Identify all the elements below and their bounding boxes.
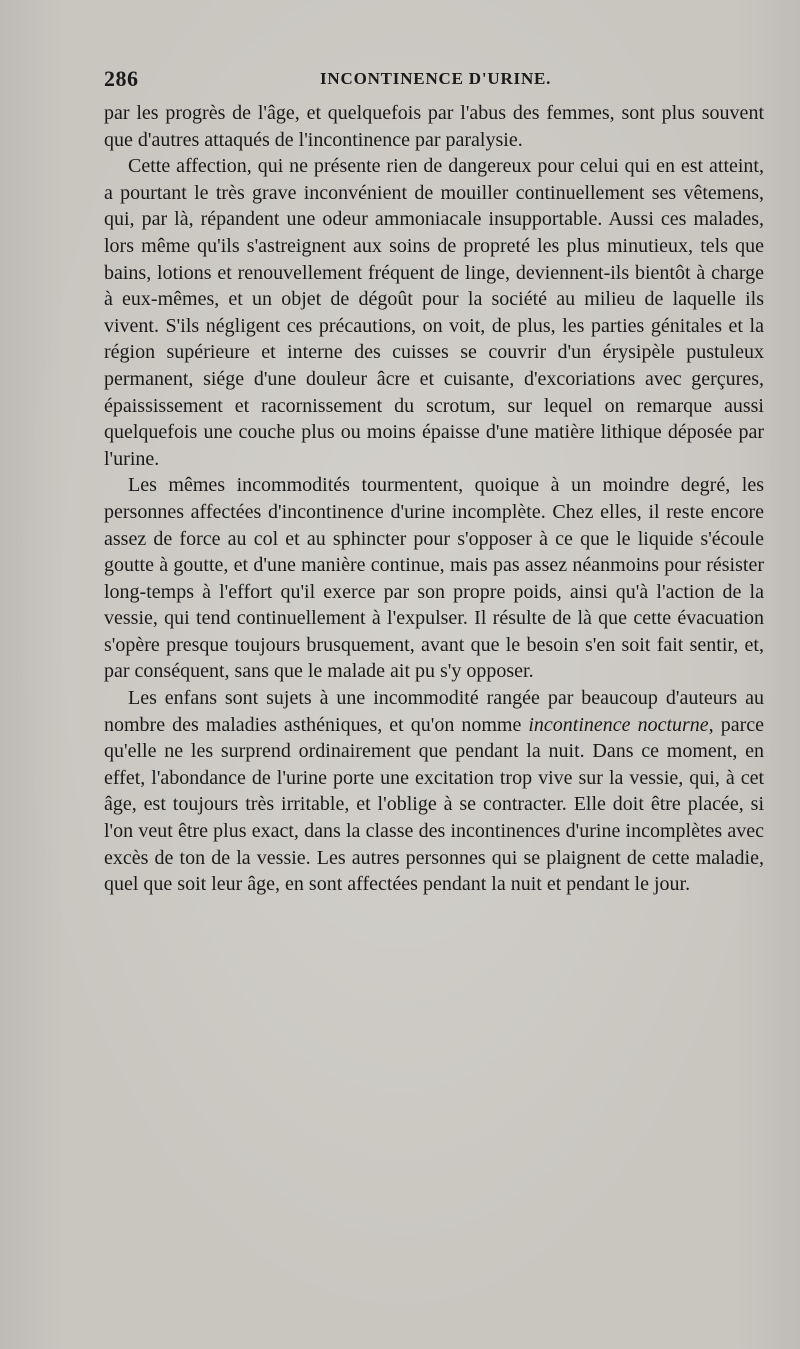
paragraph-4-text-after: , parce qu'elle ne les surprend ordinairement que pendant la nuit. Dans ce moment, en effet, l'abondance de l'urine porte une excitation trop vive sur la vessie, qui, à cet âge, est toujours très irritable, et l'oblige à se contracter. Elle doit être placée, si l'on veut être plus exact, dans la classe des incontinences d'urine incomplètes avec excès de ton de la vessie. Les autres personnes qui se plaignent de cette maladie, quel que soit leur âge, en sont affectées pendant la nuit et pendant le jour. [104, 713, 764, 896]
body-text [104, 100, 764, 898]
paragraph-4-italic-term: incontinence nocturne [528, 713, 709, 736]
paragraph-3: Les mêmes incommodités tourmentent, quoique à un moindre degré, les personnes affectées d'incontinence d'urine incomplète. Chez elles, il reste encore assez de force au col et au sphincter pour s'opposer à ce que le liquide s'écoule goutte à goutte, et d'une manière continue, mais pas assez néanmoins pour résister long-temps à l'effort qu'il exerce par son propre poids, ainsi qu'à l'action de la vessie, qui tend continuellement à l'expulser. Il résulte de là que cette évacuation s'opère presque toujours brusquement, avant que le besoin s'en soit fait sentir, et, par conséquent, sans que le malade ait pu s'y opposer. [104, 474, 764, 683]
paragraph-4 [104, 685, 764, 898]
paragraph-2: Cette affection, qui ne présente rien de dangereux pour celui qui en est atteint, a pourtant le très grave inconvénient de mouiller continuellement ses vêtemens, qui, par là, répandent une odeur ammoniacale insupportable. Aussi ces malades, lors même qu'ils s'astreignent aux soins de propreté les plus minutieux, tels que bains, lotions et renouvellement fréquent de linge, deviennent-ils bientôt à charge à eux-mêmes, et un objet de dégoût pour la société au milieu de laquelle ils vivent. S'ils négligent ces précautions, on voit, de plus, les parties génitales et la région supérieure et interne des cuisses se couvrir d'un érysipèle pustuleux permanent, siége d'une douleur âcre et cuisante, d'excoriations avec gerçures, épaississement et racornissement du scrotum, sur lequel on remarque aussi quelquefois une couche plus ou moins épaisse d'une matière lithique déposée par l'urine. [104, 155, 764, 470]
paragraph-4-text-before: Les enfans sont sujets à une incommodité rangée par beaucoup d'auteurs au nombre des maladies asthéniques, et qu'on nomme [104, 687, 764, 736]
page-number: 286 [104, 66, 139, 91]
page-header [104, 66, 764, 96]
running-head: INCONTINENCE D'URINE. [320, 69, 552, 88]
paragraph-1: par les progrès de l'âge, et quelquefois par l'abus des femmes, sont plus souvent que d'autres attaqués de l'incontinence par paralysie. [104, 102, 764, 151]
